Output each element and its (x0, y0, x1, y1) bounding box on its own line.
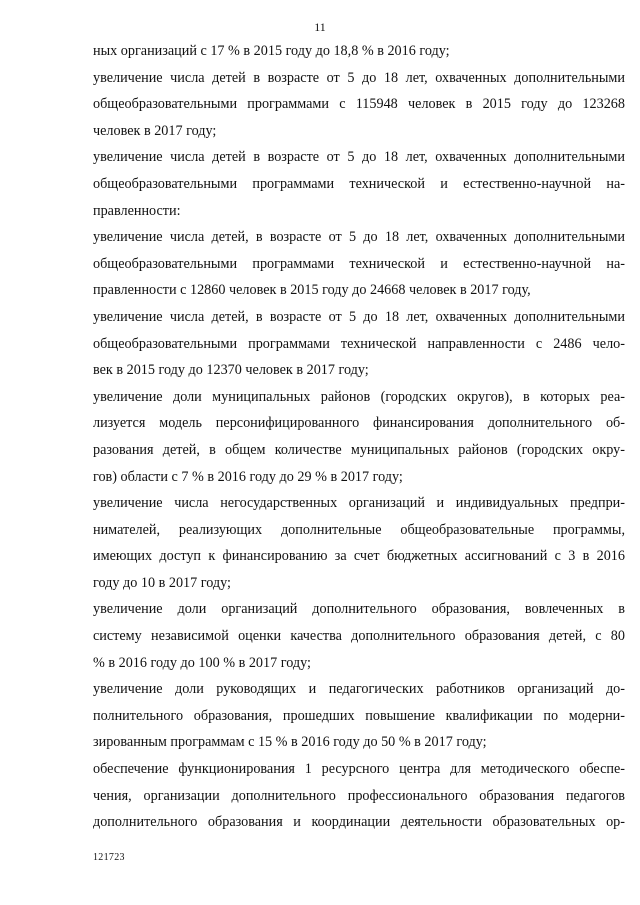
page-number: 11 (314, 20, 326, 34)
text-line: увеличение числа негосударственных организаций и индивидуальных предпри- (93, 495, 625, 512)
text-line: году до 10 в 2017 году; (93, 574, 231, 591)
text-line: нимателей, реализующих дополнительные общеобразовательные программы, (93, 521, 625, 538)
document-body (93, 38, 625, 836)
text-line: человек в 2017 году; (93, 122, 217, 139)
text-line: общеобразовательными программами технической и естественно-научной на- (93, 255, 625, 272)
text-line: увеличение доли организаций дополнительного образования, вовлеченных в (93, 601, 625, 618)
text-line: правленности с 12860 человек в 2015 году до 24668 человек в 2017 году, (93, 282, 531, 299)
text-line: имеющих доступ к финансированию за счет бюджетных ассигнований с 3 в 2016 (93, 548, 625, 565)
text-line: общеобразовательными программами технической направленности с 2486 чело- (93, 335, 625, 352)
text-line: % в 2016 году до 100 % в 2017 году; (93, 654, 311, 671)
text-line: лизуется модель персонифицированного финансирования дополнительного об- (93, 415, 625, 432)
text-line: увеличение числа детей, в возрасте от 5 до 18 лет, охваченных дополнительными (93, 229, 625, 246)
text-line: гов) области с 7 % в 2016 году до 29 % в 2017 году; (93, 468, 403, 485)
text-line: увеличение доли муниципальных районов (городских округов), в которых реа- (93, 388, 625, 405)
text-line: зированным программам с 15 % в 2016 году до 50 % в 2017 году; (93, 734, 487, 751)
text-line: разования детей, в общем количестве муниципальных районов (городских окру- (93, 441, 625, 458)
text-line: обеспечение функционирования 1 ресурсного центра для методического обеспе- (93, 761, 625, 778)
text-line: увеличение числа детей в возрасте от 5 до 18 лет, охваченных дополнительными (93, 149, 625, 166)
text-line: увеличение числа детей в возрасте от 5 до 18 лет, охваченных дополнительными (93, 69, 625, 86)
text-line: ных организаций с 17 % в 2015 году до 18,8 % в 2016 году; (93, 43, 450, 59)
text-line: увеличение доли руководящих и педагогических работников организаций до- (93, 681, 625, 698)
text-line: полнительного образования, прошедших повышение квалификации по модерни- (93, 707, 625, 724)
text-line: чения, организации дополнительного профессионального образования педагогов (93, 787, 625, 804)
text-line: век в 2015 году до 12370 человек в 2017 году; (93, 362, 369, 379)
text-line: правленности: (93, 202, 181, 219)
footer-code: 121723 (93, 852, 125, 863)
text-line: увеличение числа детей, в возрасте от 5 до 18 лет, охваченных дополнительными (93, 308, 625, 325)
text-line: дополнительного образования и координации деятельности образовательных ор- (93, 814, 625, 831)
text-line: общеобразовательными программами с 115948 человек в 2015 году до 123268 (93, 96, 625, 113)
text-line: общеобразовательными программами технической и естественно-научной на- (93, 175, 625, 192)
text-line: систему независимой оценки качества дополнительного образования детей, с 80 (93, 628, 625, 645)
